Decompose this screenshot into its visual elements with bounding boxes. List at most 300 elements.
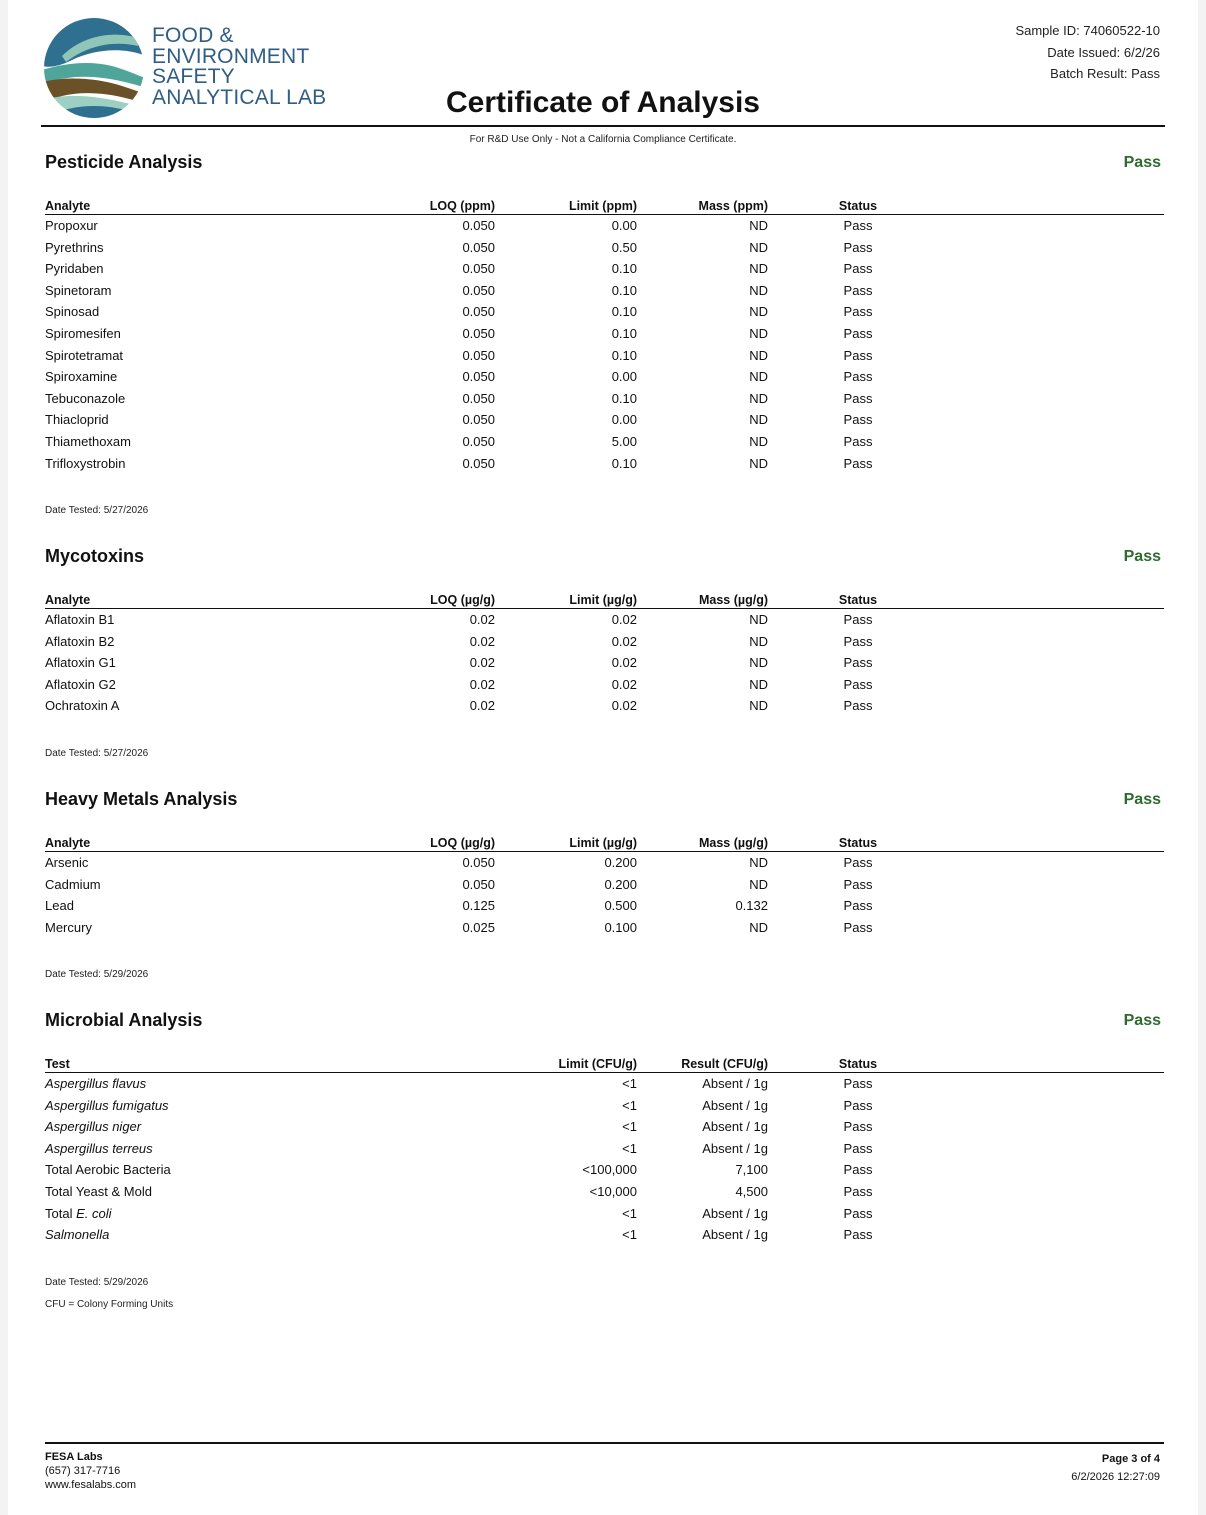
column-header-label: Status [838,199,878,213]
result-value [637,388,768,410]
section-result: Pass [1123,1012,1161,1029]
analyte-name [45,609,345,631]
table-row [45,1224,1164,1246]
table-header-row [45,1056,1164,1073]
table-row [45,258,1164,280]
column-header [768,592,878,609]
limit-value-text: 0.500 [604,898,637,914]
analyte-name [45,431,345,453]
spacer [878,917,1164,939]
analyte-name [45,917,345,939]
loq-value [345,652,495,674]
loq-value-text: 0.050 [462,282,495,298]
limit-value-text: <1 [622,1227,637,1243]
analyte-name-text: Aflatoxin G2 [45,676,116,692]
loq-value [345,874,495,896]
limit-value [495,409,637,431]
loq-value [345,237,495,259]
loq-value [345,431,495,453]
table-row [45,388,1164,410]
loq-value-text: 0.02 [469,655,495,671]
analyte-name-text: Spinosad [45,304,100,320]
loq-value-text: 0.02 [469,612,495,627]
analyte-name-text: Aspergillus niger [45,1119,142,1135]
status-value [768,609,878,631]
analyte-name-text: Spiroxamine [45,369,118,385]
date-tested: Date Tested: 5/29/2026 [45,1277,149,1288]
limit-value-text: 0.10 [611,261,637,277]
company-website[interactable]: www.fesalabs.com [45,1479,137,1491]
spacer [878,345,1164,367]
result-value [637,301,768,323]
status-value [768,409,878,431]
loq-value [345,388,495,410]
limit-value-text: 0.02 [611,612,637,627]
loq-value [345,280,495,302]
spacer [878,852,1164,874]
analyte-name [45,215,345,237]
result-value-text: ND [749,282,768,298]
status-value-text: Pass [843,1183,873,1199]
limit-value [495,917,637,939]
analyte-name [45,1203,345,1225]
limit-value-text: <1 [622,1076,637,1091]
result-value-text: Absent / 1g [702,1119,768,1135]
spacer [878,431,1164,453]
status-value-text: Pass [843,612,873,627]
loq-value-text: 0.050 [462,347,495,363]
table-row [45,366,1164,388]
limit-value-text: 0.10 [611,455,637,471]
result-value [637,895,768,917]
analyte-name-text: Pyridaben [45,261,104,277]
loq-value-text: 0.050 [462,239,495,255]
status-value [768,674,878,696]
result-value-text: ND [749,612,768,627]
company-phone: (657) 317-7716 [45,1465,121,1477]
loq-value [345,1138,495,1160]
analyte-name-text: Total Yeast & Mold [45,1183,152,1199]
analyte-name [45,1181,345,1203]
status-value [768,237,878,259]
analyte-name-text: Salmonella [45,1227,110,1243]
limit-value-text: 0.02 [611,698,637,714]
status-value [768,852,878,874]
table-row [45,1159,1164,1181]
table-row [45,409,1164,431]
analyte-name-text: Spirotetramat [45,347,124,363]
loq-value [345,609,495,631]
spacer [878,301,1164,323]
status-value-text: Pass [843,1119,873,1135]
limit-value [495,388,637,410]
table-row [45,323,1164,345]
column-header [768,835,878,852]
table-row [45,1095,1164,1117]
table-row [45,1138,1164,1160]
result-value [637,631,768,653]
status-value [768,1138,878,1160]
cfu-definition: CFU = Colony Forming Units [45,1299,174,1310]
loq-value [345,453,495,475]
result-value [637,874,768,896]
limit-value-text: <100,000 [582,1162,637,1178]
limit-value-text: 0.02 [611,676,637,692]
batch-result: Batch Result: Pass [1050,66,1160,81]
column-header: Mass (ppm) [637,198,768,215]
status-value [768,388,878,410]
spacer [878,215,1164,237]
table-row [45,631,1164,653]
status-value-text: Pass [843,1097,873,1113]
loq-value [345,1181,495,1203]
result-value [637,1203,768,1225]
table-row [45,674,1164,696]
status-value-text: Pass [843,1162,873,1178]
result-value-text: ND [749,876,768,892]
status-value [768,1203,878,1225]
result-value [637,258,768,280]
limit-value [495,631,637,653]
results-table [45,198,1164,474]
analyte-name-text: Ochratoxin A [45,698,120,714]
spacer [878,453,1164,475]
limit-value [495,1203,637,1225]
limit-value-text: 0.10 [611,347,637,363]
limit-value [495,345,637,367]
status-value [768,1095,878,1117]
result-value [637,1159,768,1181]
result-value [637,215,768,237]
result-value [637,1224,768,1246]
result-value [637,431,768,453]
limit-value-text: 0.00 [611,218,637,233]
limit-value [495,1224,637,1246]
status-value [768,215,878,237]
spacer [878,366,1164,388]
table-header-row [45,592,1164,609]
column-header-label: Status [838,593,878,607]
section-title: Microbial Analysis [45,1010,203,1030]
limit-value-text: 0.200 [604,855,637,870]
loq-value-text: 0.125 [462,898,495,914]
analyte-name-text: Aspergillus fumigatus [45,1097,169,1113]
limit-value [495,1181,637,1203]
result-value-text: ND [749,325,768,341]
result-value [637,237,768,259]
limit-value-text: <1 [622,1140,637,1156]
column-header: Result (CFU/g) [637,1056,768,1073]
loq-value-text: 0.050 [462,218,495,233]
status-value [768,1116,878,1138]
spacer [878,1224,1164,1246]
logo-line: ENVIRONMENT [152,44,310,68]
limit-value-text: 0.10 [611,390,637,406]
analyte-name-text: Pyrethrins [45,239,104,255]
status-value [768,301,878,323]
logo-line: SAFETY [152,65,235,88]
limit-value-text: <1 [622,1205,637,1221]
status-value-text: Pass [843,304,873,320]
section-title: Mycotoxins [45,546,145,566]
status-value-text: Pass [843,676,873,692]
limit-value [495,874,637,896]
spacer [878,1138,1164,1160]
result-value-text: ND [749,304,768,320]
limit-value-text: 0.10 [611,282,637,298]
analyte-name [45,453,345,475]
analyte-name-text: Arsenic [45,855,89,870]
table-header-row [45,835,1164,852]
analyte-name [45,1159,345,1181]
section-title: Pesticide Analysis [45,152,203,172]
status-value [768,323,878,345]
spacer [878,895,1164,917]
spacer [878,1116,1164,1138]
loq-value [345,301,495,323]
company-name: FESA Labs [45,1451,103,1463]
analyte-name-text: Aflatoxin G1 [45,655,116,671]
table-header-row [45,198,1164,215]
limit-value [495,895,637,917]
status-value-text: Pass [843,390,873,406]
table-row [45,852,1164,874]
table-row [45,895,1164,917]
analyte-name-text: Spinetoram [45,282,112,298]
analyte-name-text: Aspergillus terreus [45,1140,153,1156]
footer-contact [45,1450,136,1492]
result-value-text: ND [749,633,768,649]
footer-divider [45,1442,1164,1444]
loq-value [345,345,495,367]
result-value-text: 4,500 [735,1183,768,1199]
column-header: Limit (µg/g) [495,835,637,852]
analyte-name-text: Mercury [45,919,92,935]
spacer [878,609,1164,631]
loq-value-text: 0.050 [462,304,495,320]
header-divider [41,125,1165,127]
table-row [45,1181,1164,1203]
limit-value-text: 0.100 [604,919,637,935]
spacer [878,1181,1164,1203]
loq-value [345,1116,495,1138]
limit-value-text: 0.10 [611,325,637,341]
status-value [768,366,878,388]
section-result: Pass [1123,154,1161,171]
table-row [45,1203,1164,1225]
print-timestamp: 6/2/2026 12:27:09 [1071,1471,1160,1483]
loq-value-text: 0.02 [469,633,495,649]
limit-value [495,1095,637,1117]
result-value [637,852,768,874]
status-value [768,695,878,717]
results-table [45,592,1164,717]
section-result: Pass [1123,548,1161,565]
status-value-text: Pass [843,325,873,341]
status-value-text: Pass [843,347,873,363]
status-value [768,1159,878,1181]
loq-value-text: 0.050 [462,390,495,406]
result-value [637,695,768,717]
spacer [878,695,1164,717]
limit-value [495,453,637,475]
limit-value-text: <1 [622,1119,637,1135]
spacer [878,323,1164,345]
result-value-text: ND [749,655,768,671]
result-value-text: ND [749,455,768,471]
analyte-name [45,852,345,874]
column-header-label: Status [838,1057,878,1071]
footer-page-info [1071,1450,1160,1486]
analyte-name-text: Thiamethoxam [45,433,131,449]
loq-value [345,323,495,345]
analyte-name [45,1073,345,1095]
column-header [768,198,878,215]
analyte-name-text: Aflatoxin B1 [45,612,115,627]
status-value [768,1181,878,1203]
loq-value-text: 0.050 [462,855,495,870]
result-value [637,652,768,674]
result-value [637,345,768,367]
result-value-text: ND [749,433,768,449]
limit-value-text: 0.50 [611,239,637,255]
status-value-text: Pass [843,633,873,649]
spacer [878,1073,1164,1095]
status-value [768,453,878,475]
analyte-name [45,1224,345,1246]
loq-value [345,1224,495,1246]
table-row [45,695,1164,717]
result-value [637,1095,768,1117]
analyte-name [45,1095,345,1117]
spacer [878,1203,1164,1225]
sample-id: Sample ID: 74060522-10 [1015,23,1160,38]
logo-line: ANALYTICAL LAB [152,85,327,109]
result-value-text: 0.132 [735,898,768,914]
status-value-text: Pass [843,282,873,298]
status-value [768,1224,878,1246]
result-value-text: 7,100 [735,1162,768,1178]
table-row [45,1073,1164,1095]
limit-value [495,258,637,280]
limit-value-text: 0.02 [611,655,637,671]
sample-meta [1015,20,1160,85]
analyte-name [45,895,345,917]
result-value-text: Absent / 1g [702,1140,768,1156]
table-row [45,874,1164,896]
table-row [45,453,1164,475]
analyte-name [45,1116,345,1138]
column-spacer [878,1056,1164,1073]
status-value-text: Pass [843,369,873,385]
limit-value [495,852,637,874]
loq-value [345,215,495,237]
analyte-name [45,874,345,896]
spacer [878,874,1164,896]
table-row [45,215,1164,237]
page-number: Page 3 of 4 [1101,1453,1160,1465]
disclaimer: For R&D Use Only - Not a California Compliance Certificate. [469,134,737,145]
limit-value-text: <1 [622,1097,637,1113]
column-header: Limit (µg/g) [495,592,637,609]
column-header: LOQ (µg/g) [345,592,495,609]
analyte-name [45,323,345,345]
analyte-name [45,345,345,367]
result-value-text: ND [749,676,768,692]
column-header: Analyte [45,198,345,215]
result-value [637,917,768,939]
column-spacer [878,592,1164,609]
result-value-text: ND [749,218,768,233]
status-value [768,652,878,674]
loq-value-text: 0.050 [462,433,495,449]
result-value-text: Absent / 1g [702,1205,768,1221]
result-value-text: ND [749,369,768,385]
status-value-text: Pass [843,1076,873,1091]
certificate-page [8,0,1198,1515]
column-header: Analyte [45,835,345,852]
limit-value [495,215,637,237]
table-row [45,1116,1164,1138]
loq-value-text: 0.050 [462,261,495,277]
status-value [768,280,878,302]
result-value-text: ND [749,239,768,255]
loq-value-text: 0.050 [462,876,495,892]
column-header: LOQ (ppm) [345,198,495,215]
status-value-text: Pass [843,433,873,449]
limit-value [495,695,637,717]
limit-value [495,652,637,674]
limit-value-text: 0.200 [604,876,637,892]
result-value [637,323,768,345]
analyte-name-text: Cadmium [45,876,101,892]
result-value-text: ND [749,919,768,935]
result-value-text: ND [749,698,768,714]
limit-value [495,1073,637,1095]
loq-value [345,258,495,280]
analyte-name-text: Total E. coli [45,1205,112,1221]
status-value-text: Pass [843,898,873,914]
status-value-text: Pass [843,698,873,714]
analyte-name [45,280,345,302]
limit-value [495,237,637,259]
loq-value [345,1159,495,1181]
analyte-name [45,652,345,674]
column-header: Test [45,1056,345,1073]
limit-value-text: 0.00 [611,369,637,385]
loq-value-text: 0.050 [462,369,495,385]
column-header [768,1056,878,1073]
limit-value [495,1159,637,1181]
result-value-text: ND [749,347,768,363]
spacer [878,1095,1164,1117]
status-value-text: Pass [843,855,873,870]
status-value-text: Pass [843,261,873,277]
limit-value-text: 0.00 [611,412,637,428]
loq-value [345,631,495,653]
date-issued: Date Issued: 6/2/26 [1047,44,1160,60]
status-value-text: Pass [843,1205,873,1221]
result-value [637,1073,768,1095]
analyte-name-text: Aspergillus flavus [45,1076,147,1091]
limit-value [495,366,637,388]
analyte-name-text: Aflatoxin B2 [45,633,115,649]
loq-value [345,674,495,696]
loq-value-text: 0.025 [462,919,495,935]
table-row [45,301,1164,323]
limit-value [495,280,637,302]
date-tested: Date Tested: 5/27/2026 [45,505,149,516]
